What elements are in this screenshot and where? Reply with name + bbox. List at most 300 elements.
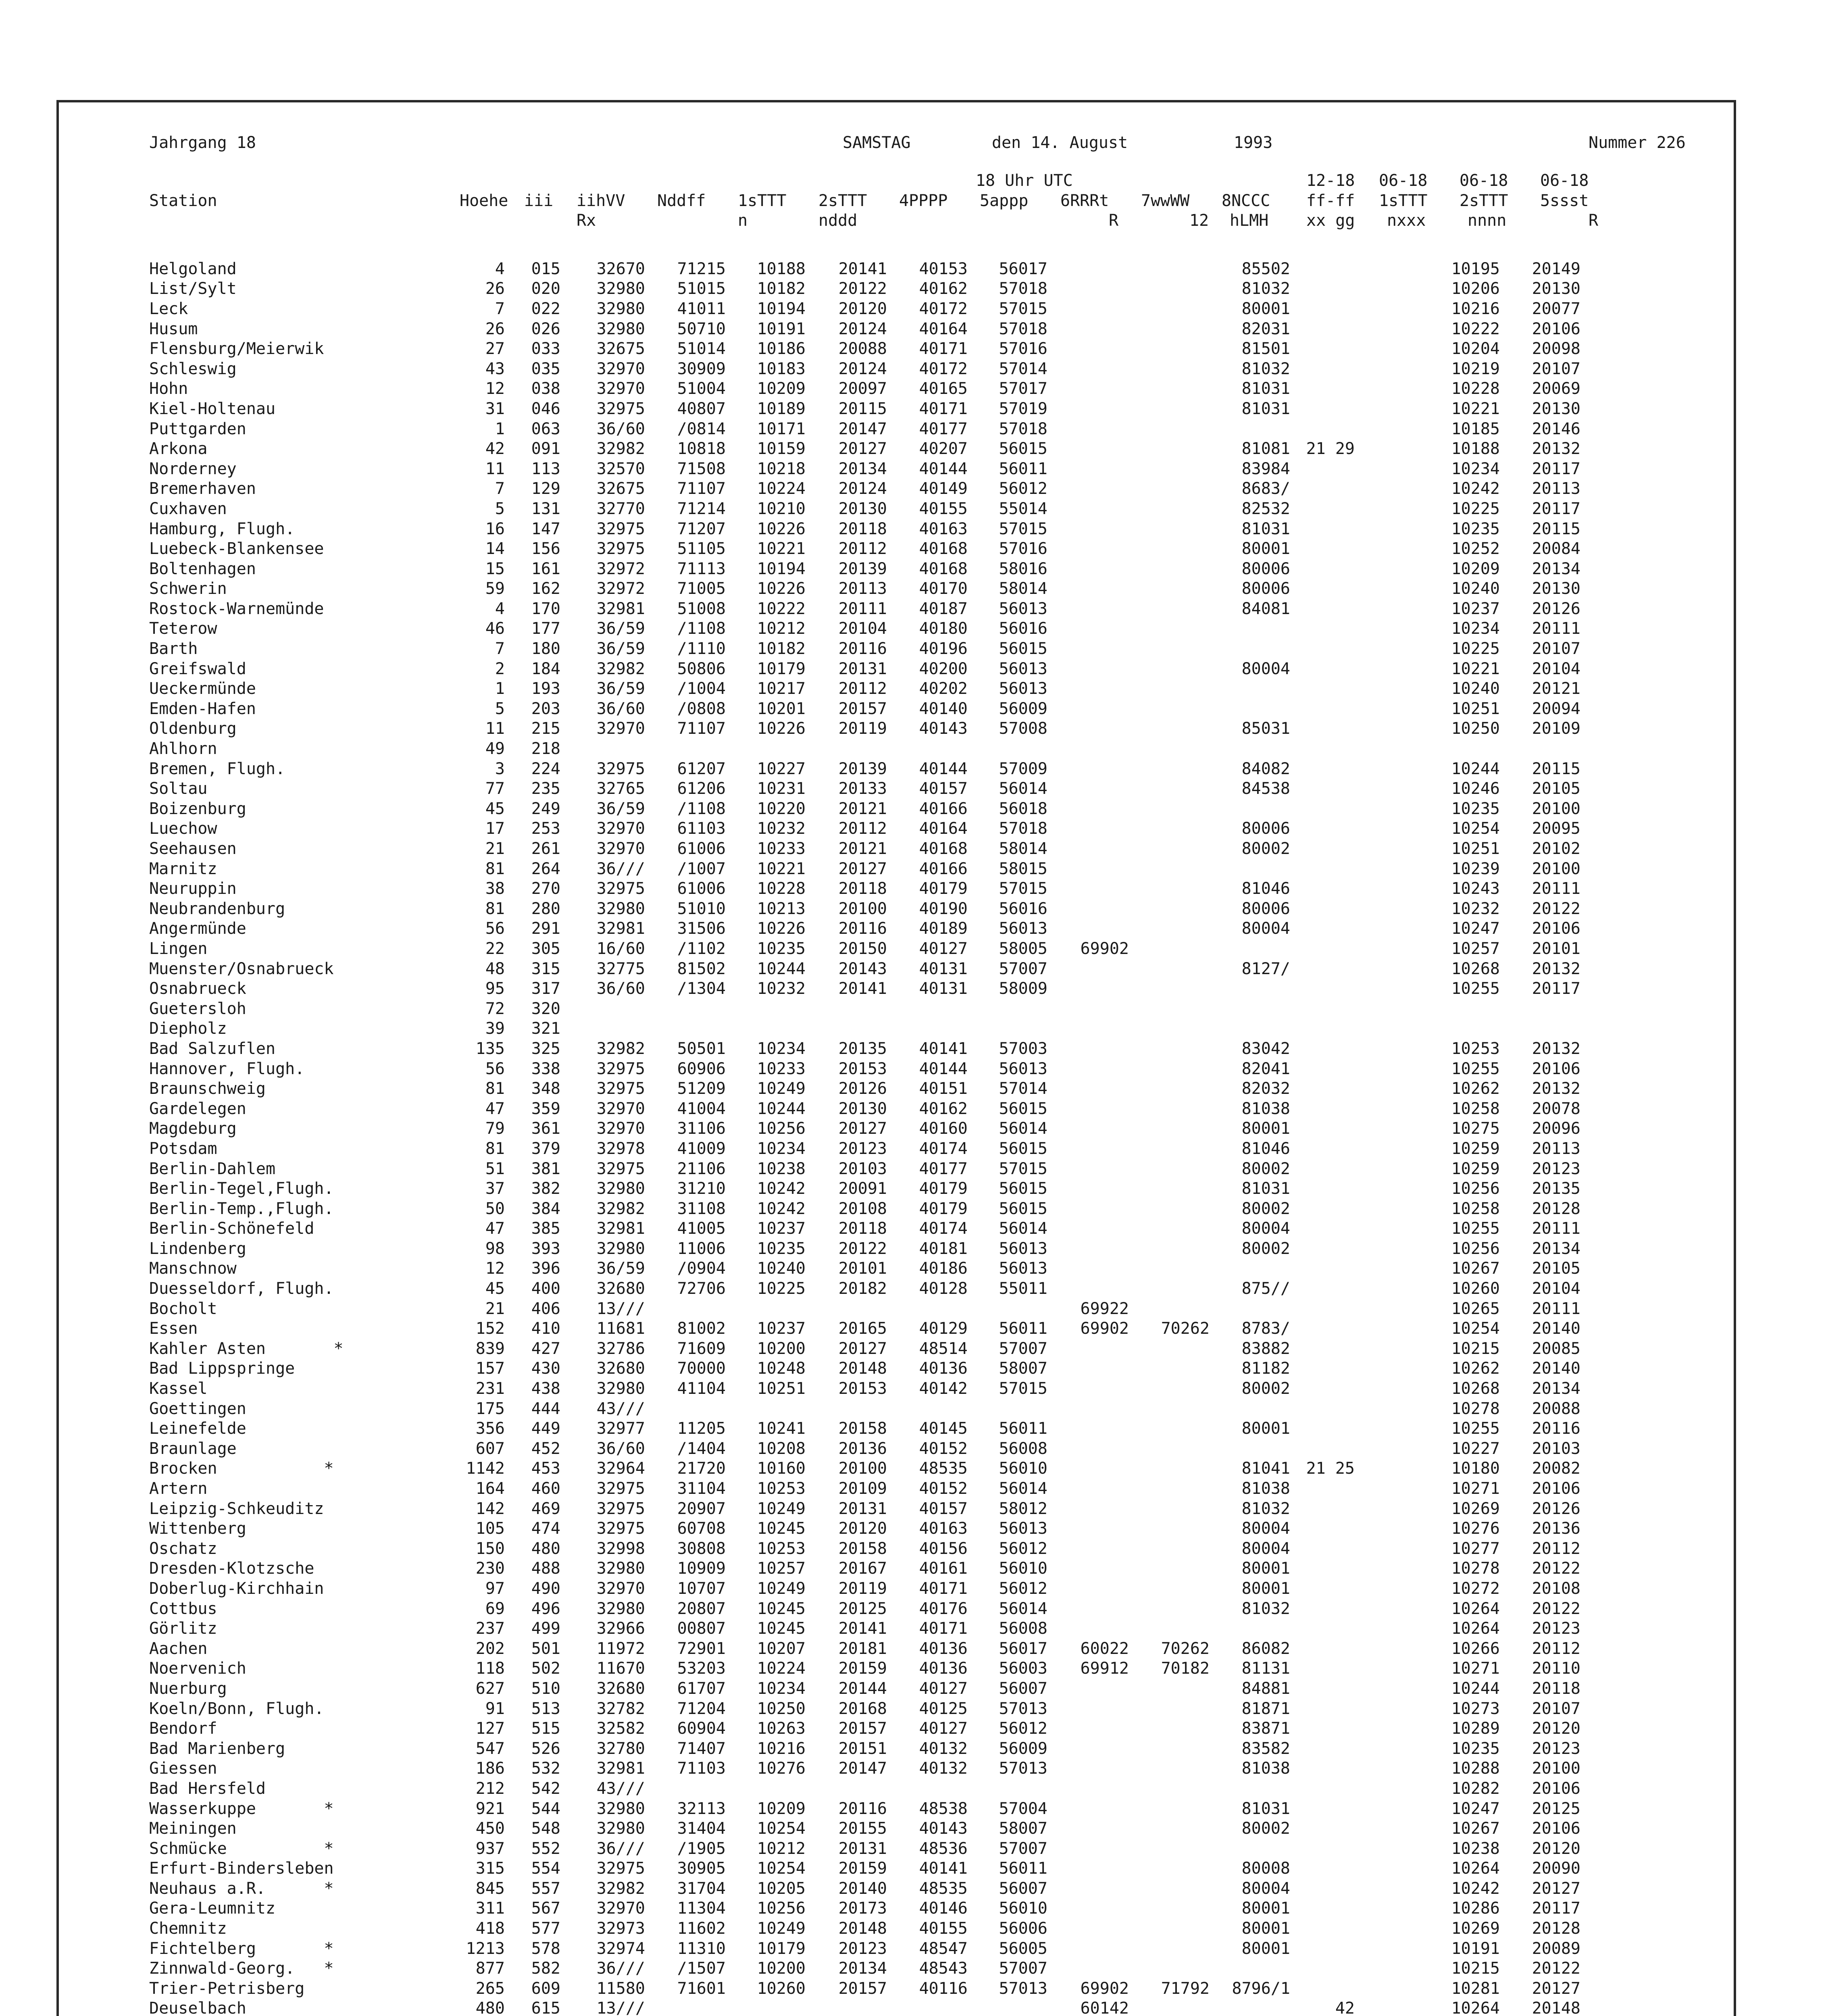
station-name: Boizenburg [149,799,246,818]
temp-1s: 10212 [757,1839,806,1858]
ihvv: 36/60 [596,1439,645,1458]
pressure-4: 40164 [919,819,968,838]
min-2s: 20127 [1532,1879,1580,1898]
cloud-8: 81031 [1241,379,1290,398]
station-id: 384 [531,1199,560,1218]
pressure-4: 40143 [919,1819,968,1838]
table-row [149,599,1693,619]
max-1s: 10275 [1451,1119,1500,1138]
pressure-4: 40131 [919,979,968,998]
max-1s: 10215 [1451,1959,1500,1978]
ihvv: 36/59 [596,619,645,638]
temp-2s: 20159 [838,1659,887,1678]
min-2s: 20100 [1532,859,1580,878]
ihvv: 36/59 [596,1259,645,1278]
table-row [149,339,1693,359]
hoehe: 315 [475,1859,505,1878]
station-name: Berlin-Temp.,Flugh. [149,1199,334,1218]
station-name: Bendorf [149,1719,217,1738]
cloud-8: 80002 [1241,1159,1290,1178]
pressure-4: 40162 [919,279,968,298]
temp-1s: 10227 [757,759,806,778]
nddff: 72901 [677,1639,726,1658]
temp-1s: 10254 [757,1819,806,1838]
table-row [149,1499,1693,1519]
table-row [149,1839,1693,1859]
station-name: Soltau [149,779,208,798]
max-1s: 10288 [1451,1759,1500,1778]
min-2s: 20127 [1532,1979,1580,1998]
max-1s: 10251 [1451,699,1500,718]
table-row [149,779,1693,799]
temp-2s: 20153 [838,1059,887,1078]
ihvv: 32970 [596,839,645,858]
station-id: 488 [531,1559,560,1578]
temp-2s: 20123 [838,1139,887,1158]
station-name: Zinnwald-Georg. * [149,1959,334,1978]
cloud-8: 85031 [1241,719,1290,738]
nddff: 40807 [677,399,726,418]
temp-1s: 10188 [757,259,806,278]
hoehe: 45 [485,799,505,818]
tendency-5: 56010 [999,1459,1047,1478]
hoehe: 43 [485,359,505,378]
table-row [149,1879,1693,1899]
min-2s: 20122 [1532,899,1580,918]
pressure-4: 40166 [919,859,968,878]
cloud-8: 80002 [1241,1819,1290,1838]
station-id: 162 [531,579,560,598]
ihvv: 16/60 [596,939,645,958]
max-1s: 10259 [1451,1139,1500,1158]
station-id: 381 [531,1159,560,1178]
temp-1s: 10256 [757,1899,806,1918]
pressure-4: 40144 [919,459,968,478]
hoehe: 47 [485,1219,505,1238]
header-hoehe: Hoehe [460,191,508,210]
max-1s: 10271 [1451,1659,1500,1678]
hoehe: 5 [495,499,505,518]
pressure-4: 40145 [919,1419,968,1438]
max-1s: 10281 [1451,1979,1500,1998]
cloud-8: 83582 [1241,1739,1290,1758]
table-row [149,1299,1693,1319]
min-2s: 20069 [1532,379,1580,398]
ihvv: 32998 [596,1539,645,1558]
nddff: /1007 [677,859,726,878]
station-id: 161 [531,559,560,578]
max-1s: 10242 [1451,479,1500,498]
ihvv: 32570 [596,459,645,478]
temp-1s: 10233 [757,839,806,858]
hoehe: 839 [475,1339,505,1358]
station-name: Bremen, Flugh. [149,759,285,778]
temp-2s: 20113 [838,579,887,598]
pressure-4: 40171 [919,1619,968,1638]
pressure-4: 40142 [919,1379,968,1398]
nddff: 41011 [677,299,726,318]
cloud-8: 80004 [1241,1219,1290,1238]
station-id: 015 [531,259,560,278]
header-7wwww: 7wwWW [1141,191,1190,210]
tendency-5: 56015 [999,439,1047,458]
cloud-8: 81031 [1241,399,1290,418]
ihvv: 36/60 [596,979,645,998]
station-id: 184 [531,659,560,678]
temp-2s: 20112 [838,819,887,838]
hoehe: 12 [485,379,505,398]
ihvv: 32970 [596,359,645,378]
station-id: 348 [531,1079,560,1098]
min-2s: 20109 [1532,719,1580,738]
temp-1s: 10248 [757,1359,806,1378]
tendency-5: 56013 [999,1239,1047,1258]
tendency-5: 56010 [999,1559,1047,1578]
nddff: 11602 [677,1919,726,1938]
station-id: 513 [531,1699,560,1718]
nddff: 61207 [677,759,726,778]
temp-2s: 20130 [838,1099,887,1118]
temp-1s: 10182 [757,639,806,658]
hoehe: 212 [475,1779,505,1798]
tendency-5: 58014 [999,839,1047,858]
nddff: 31108 [677,1199,726,1218]
max-1s: 10204 [1451,339,1500,358]
temp-2s: 20148 [838,1919,887,1938]
max-1s: 10239 [1451,859,1500,878]
nddff: 51008 [677,599,726,618]
pressure-4: 48538 [919,1799,968,1818]
column-header-line-3 [149,211,1693,231]
table-row [149,259,1693,279]
ihvv: 32980 [596,299,645,318]
station-name: Kahler Asten * [149,1339,344,1358]
pressure-4: 40168 [919,839,968,858]
precip-6: 69912 [1080,1659,1129,1678]
cloud-8: 81131 [1241,1659,1290,1678]
min-2s: 20117 [1532,459,1580,478]
header-xxgg: xx gg [1306,211,1355,230]
tendency-5: 56010 [999,1899,1047,1918]
max-1s: 10254 [1451,819,1500,838]
tendency-5: 57015 [999,1379,1047,1398]
tendency-5: 56011 [999,1419,1047,1438]
nddff: 30905 [677,1859,726,1878]
pressure-4: 40164 [919,319,968,338]
temp-2s: 20127 [838,1119,887,1138]
table-row [149,1959,1693,1979]
min-2s: 20110 [1532,1659,1580,1678]
nddff: 20807 [677,1599,726,1618]
station-name: Brocken * [149,1459,334,1478]
max-1s: 10180 [1451,1459,1500,1478]
table-row [149,1819,1693,1839]
pressure-4: 48535 [919,1879,968,1898]
temp-2s: 20112 [838,679,887,698]
pressure-4: 40179 [919,1179,968,1198]
header-ihvv: iihVV [577,191,625,210]
temp-1s: 10200 [757,1959,806,1978]
pressure-4: 40196 [919,639,968,658]
table-row [149,759,1693,779]
hoehe: 450 [475,1819,505,1838]
min-2s: 20077 [1532,299,1580,318]
nddff: 41004 [677,1099,726,1118]
ihvv: 32980 [596,279,645,298]
pressure-4: 40202 [919,679,968,698]
tendency-5: 56008 [999,1439,1047,1458]
nddff: 71005 [677,579,726,598]
table-row [149,739,1693,759]
min-2s: 20128 [1532,1919,1580,1938]
hoehe: 7 [495,299,505,318]
temp-1s: 10234 [757,1039,806,1058]
temp-2s: 20100 [838,1459,887,1478]
min-2s: 20122 [1532,1559,1580,1578]
cloud-8: 84081 [1241,599,1290,618]
temp-1s: 10209 [757,379,806,398]
ihvv: 32675 [596,479,645,498]
pressure-4: 48535 [919,1459,968,1478]
min-2s: 20130 [1532,579,1580,598]
min-2s: 20111 [1532,879,1580,898]
cloud-8: 81032 [1241,359,1290,378]
temp-1s: 10224 [757,1659,806,1678]
ihvv: 43/// [596,1779,645,1798]
station-name: Seehausen [149,839,237,858]
cloud-8: 80002 [1241,1239,1290,1258]
pressure-4: 40136 [919,1659,968,1678]
nddff: 51015 [677,279,726,298]
precip-6: 60142 [1080,1999,1129,2016]
min-2s: 20130 [1532,279,1580,298]
temp-1s: 10256 [757,1119,806,1138]
precip-6: 69902 [1080,939,1129,958]
temp-2s: 20158 [838,1539,887,1558]
ihvv: 32981 [596,919,645,938]
ihvv: 32975 [596,399,645,418]
tendency-5: 57007 [999,1339,1047,1358]
pressure-4: 40144 [919,759,968,778]
tendency-5: 57015 [999,519,1047,538]
hoehe: 418 [475,1919,505,1938]
cloud-8: 8783/ [1241,1319,1290,1338]
pressure-4: 40177 [919,1159,968,1178]
nddff: 71107 [677,479,726,498]
max-1s: 10238 [1451,1839,1500,1858]
temp-1s: 10160 [757,1459,806,1478]
station-name: Cottbus [149,1599,217,1618]
pressure-4: 40176 [919,1599,968,1618]
temp-2s: 20134 [838,459,887,478]
tendency-5: 56007 [999,1879,1047,1898]
max-1s: 10255 [1451,979,1500,998]
station-name: Wasserkuppe * [149,1799,334,1818]
cloud-8: 81046 [1241,879,1290,898]
hoehe: 17 [485,819,505,838]
table-row [149,1219,1693,1239]
nddff: 71204 [677,1699,726,1718]
nddff: /1108 [677,799,726,818]
station-name: Braunschweig [149,1079,266,1098]
pressure-4: 48536 [919,1839,968,1858]
max-1s: 10247 [1451,1799,1500,1818]
table-row [149,1379,1693,1399]
temp-1s: 10216 [757,1739,806,1758]
hoehe: 59 [485,579,505,598]
jahrgang: Jahrgang 18 [149,133,256,152]
nddff: /0808 [677,699,726,718]
station-id: 615 [531,1999,560,2016]
min-2s: 20106 [1532,1479,1580,1498]
station-id: 400 [531,1279,560,1298]
tendency-5: 57013 [999,1699,1047,1718]
tendency-5: 57015 [999,299,1047,318]
cloud-8: 80001 [1241,1119,1290,1138]
hoehe: 105 [475,1519,505,1538]
max-1s: 10264 [1451,1999,1500,2016]
station-name: Diepholz [149,1019,227,1038]
temp-1s: 10221 [757,859,806,878]
pressure-4: 40170 [919,579,968,598]
hoehe: 97 [485,1579,505,1598]
table-row [149,1579,1693,1599]
ihvv: 11670 [596,1659,645,1678]
tendency-5: 58009 [999,979,1047,998]
max-1s: 10272 [1451,1579,1500,1598]
temp-1s: 10249 [757,1919,806,1938]
hoehe: 81 [485,1139,505,1158]
station-name: Artern [149,1479,208,1498]
pressure-4: 40132 [919,1759,968,1778]
min-2s: 20122 [1532,1599,1580,1618]
cloud-8: 83882 [1241,1339,1290,1358]
header-n-2sttt: 2sTTT [1460,191,1508,210]
station-id: 224 [531,759,560,778]
tendency-5: 56007 [999,1679,1047,1698]
max-1s: 10227 [1451,1439,1500,1458]
nddff: 31104 [677,1479,726,1498]
temp-1s: 10183 [757,359,806,378]
nddff: /1110 [677,639,726,658]
pressure-4: 40129 [919,1319,968,1338]
table-row [149,1279,1693,1299]
temp-1s: 10218 [757,459,806,478]
station-name: Arkona [149,439,208,458]
max-1s: 10206 [1451,279,1500,298]
temp-2s: 20116 [838,639,887,658]
max-1s: 10289 [1451,1719,1500,1738]
table-row [149,839,1693,859]
tendency-5: 56009 [999,699,1047,718]
station-name: Görlitz [149,1619,217,1638]
header-12: 12 [1189,211,1209,230]
temp-1s: 10159 [757,439,806,458]
ihvv: 32782 [596,1699,645,1718]
cloud-8: 8127/ [1241,959,1290,978]
station-name: Hannover, Flugh. [149,1059,305,1078]
min-2s: 20128 [1532,1199,1580,1218]
table-row [149,819,1693,839]
station-name: Giessen [149,1759,217,1778]
table-row [149,559,1693,579]
hoehe: 21 [485,839,505,858]
temp-2s: 20141 [838,259,887,278]
hoehe: 164 [475,1479,505,1498]
station-id: 474 [531,1519,560,1538]
table-row [149,1619,1693,1639]
table-row [149,899,1693,919]
max-1s: 10259 [1451,1159,1500,1178]
station-name: Bad Lippspringe [149,1359,295,1378]
ihvv: 36/// [596,859,645,878]
min-2s: 20134 [1532,1239,1580,1258]
nddff: 71609 [677,1339,726,1358]
station-id: 046 [531,399,560,418]
max-1s: 10195 [1451,259,1500,278]
temp-1s: 10222 [757,599,806,618]
min-2s: 20136 [1532,1519,1580,1538]
hoehe: 186 [475,1759,505,1778]
nddff: 50710 [677,319,726,338]
min-2s: 20117 [1532,499,1580,518]
min-2s: 20134 [1532,559,1580,578]
hoehe: 607 [475,1439,505,1458]
cloud-8: 80004 [1241,1539,1290,1558]
table-row [149,1159,1693,1179]
cloud-8: 81031 [1241,1179,1290,1198]
station-id: 410 [531,1319,560,1338]
pressure-4: 40152 [919,1479,968,1498]
hoehe: 175 [475,1399,505,1418]
cloud-8: 81081 [1241,439,1290,458]
nddff: 41009 [677,1139,726,1158]
pressure-4: 40149 [919,479,968,498]
nddff: /0904 [677,1259,726,1278]
temp-2s: 20126 [838,1079,887,1098]
nddff: 72706 [677,1279,726,1298]
pressure-4: 40144 [919,1059,968,1078]
station-id: 396 [531,1259,560,1278]
nddff: 41104 [677,1379,726,1398]
station-id: 156 [531,539,560,558]
precip-6: 69922 [1080,1299,1129,1318]
pressure-4: 40189 [919,919,968,938]
nddff: 71103 [677,1759,726,1778]
station-name: Hamburg, Flugh. [149,519,295,538]
cloud-8: 82031 [1241,319,1290,338]
table-row [149,539,1693,559]
cloud-8: 84538 [1241,779,1290,798]
hoehe: 14 [485,539,505,558]
header-n: n [738,211,748,230]
ihvv: 32680 [596,1279,645,1298]
table-row [149,979,1693,999]
hoehe: 118 [475,1659,505,1678]
min-2s: 20094 [1532,699,1580,718]
hoehe: 547 [475,1739,505,1758]
tendency-5: 56014 [999,1479,1047,1498]
cloud-8: 82041 [1241,1059,1290,1078]
temp-2s: 20125 [838,1599,887,1618]
station-id: 321 [531,1019,560,1038]
ihvv: 32982 [596,659,645,678]
station-name: Aachen [149,1639,208,1658]
min-2s: 20134 [1532,1379,1580,1398]
station-name: Noervenich [149,1659,246,1678]
nddff: 51004 [677,379,726,398]
tendency-5: 56014 [999,779,1047,798]
